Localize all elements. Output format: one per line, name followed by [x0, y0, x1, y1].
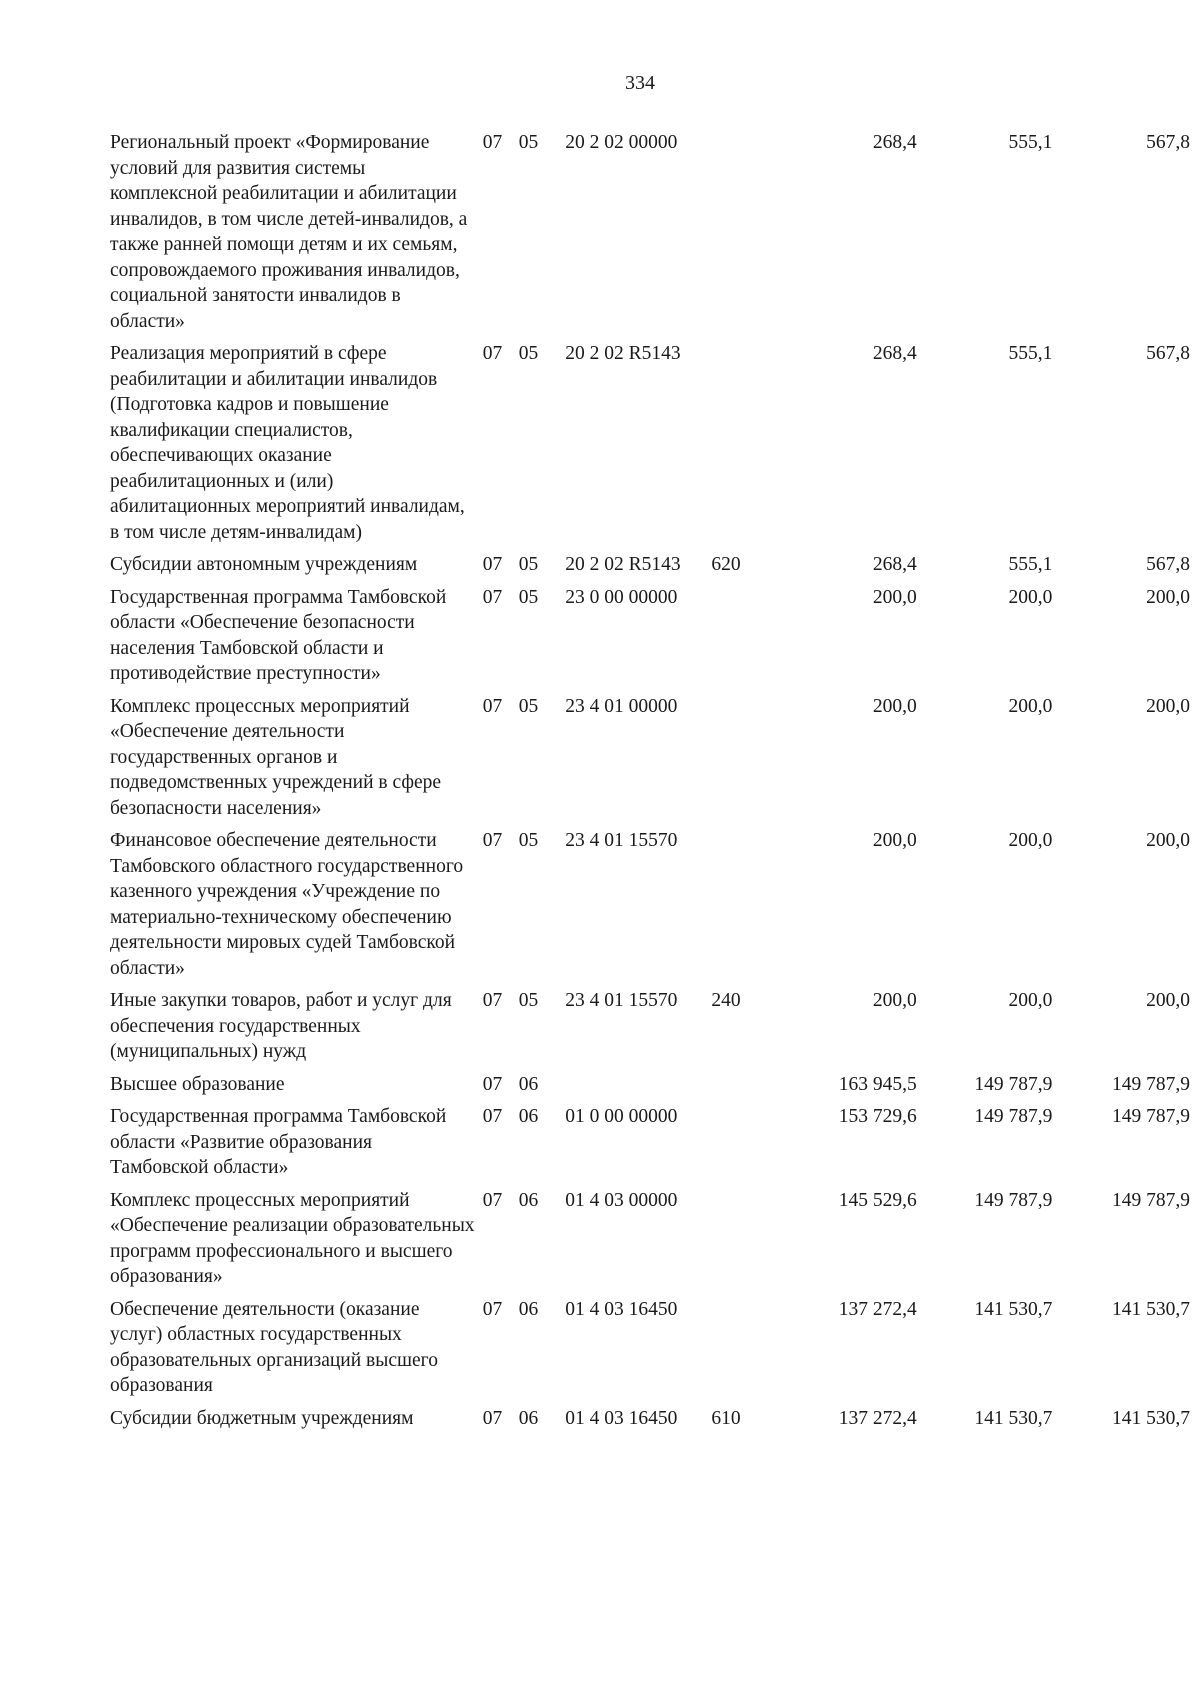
amount-year-1: 200,0 — [872, 586, 917, 608]
table-row — [110, 1297, 1190, 1406]
target-article-code: 20 2 02 00000 — [565, 132, 678, 153]
amount-year-1: 200,0 — [872, 830, 917, 851]
amount-year-3: 200,0 — [1146, 990, 1190, 1011]
target-article-code: 20 2 02 R5143 — [565, 554, 681, 575]
amount-year-2: 555,1 — [1008, 554, 1053, 575]
amount-year-3: 141 530,7 — [1112, 1407, 1190, 1429]
target-article-code: 20 2 02 R5143 — [565, 343, 681, 364]
subsection-code: 05 — [518, 554, 539, 575]
subsection-code: 05 — [518, 695, 539, 717]
section-code: 07 — [482, 695, 503, 717]
amount-year-2: 200,0 — [1008, 830, 1053, 851]
section-code: 07 — [482, 554, 503, 575]
amount-year-1: 153 729,6 — [838, 1106, 917, 1127]
amount-year-2: 149 787,9 — [974, 1073, 1053, 1095]
row-name: Иные закупки товаров, работ и услуг для обеспечения государственных (муниципальных) нужд — [110, 990, 452, 1062]
amount-year-1: 145 529,6 — [838, 1189, 917, 1211]
row-name: Реализация мероприятий в сфере реабилитации и абилитации инвалидов (Подготовка кадров и повышение квалификации специалистов, обеспечивающих оказание реабилитационных и (или) абилитационных мероприятий инвалидам, в том числе детям-инвалидам) — [110, 343, 465, 543]
row-name: Государственная программа Тамбовской области «Обеспечение безопасности населения Тамбовской области и противодействие преступности» — [110, 586, 447, 684]
amount-year-3: 567,8 — [1146, 132, 1190, 153]
page-number: 334 — [625, 72, 655, 94]
amount-year-3: 200,0 — [1146, 830, 1190, 851]
row-name: Субсидии бюджетным учреждениям — [110, 1407, 414, 1429]
section-code: 07 — [482, 343, 503, 364]
amount-year-3: 141 530,7 — [1112, 1298, 1190, 1320]
section-code: 07 — [482, 990, 503, 1011]
table-row — [110, 341, 1190, 552]
amount-year-1: 137 272,4 — [838, 1407, 917, 1429]
expense-type-code — [711, 694, 764, 829]
amount-year-1: 163 945,5 — [838, 1073, 917, 1095]
subsection-code: 05 — [518, 343, 539, 364]
section-code: 07 — [482, 1189, 503, 1211]
amount-year-1: 268,4 — [872, 554, 917, 575]
amount-year-3: 200,0 — [1146, 586, 1190, 608]
expense-type-code — [711, 130, 764, 341]
amount-year-3: 567,8 — [1146, 554, 1190, 575]
section-code: 07 — [482, 1106, 503, 1127]
target-article-code: 01 0 00 00000 — [565, 1106, 678, 1127]
table-row — [110, 130, 1190, 341]
target-article-code — [565, 1072, 711, 1105]
target-article-code: 01 4 03 16450 — [565, 1407, 678, 1429]
amount-year-3: 567,8 — [1146, 343, 1190, 364]
amount-year-3: 200,0 — [1146, 695, 1190, 717]
subsection-code: 05 — [518, 586, 539, 608]
expense-type-code — [711, 1072, 764, 1105]
row-name: Субсидии автономным учреждениям — [110, 554, 418, 575]
row-name: Финансовое обеспечение деятельности Тамбовского областного государственного казенного учреждения «Учреждение по материально-техническому обеспечению деятельности мировых судей Тамбовской области» — [110, 830, 464, 979]
expense-type-code — [711, 341, 764, 552]
row-name: Обеспечение деятельности (оказание услуг) областных государственных образовательных организаций высшего образования — [110, 1298, 438, 1396]
amount-year-2: 200,0 — [1008, 586, 1053, 608]
amount-year-2: 149 787,9 — [974, 1106, 1053, 1127]
subsection-code: 05 — [518, 990, 539, 1011]
row-name: Комплекс процессных мероприятий «Обеспечение реализации образовательных программ профессионального и высшего образования» — [110, 1189, 475, 1287]
table-row — [110, 1072, 1190, 1105]
amount-year-1: 200,0 — [872, 990, 917, 1011]
amount-year-1: 137 272,4 — [838, 1298, 917, 1320]
table-row — [110, 988, 1190, 1072]
amount-year-1: 268,4 — [872, 132, 917, 153]
amount-year-2: 200,0 — [1008, 695, 1053, 717]
amount-year-1: 200,0 — [872, 695, 917, 717]
expense-type-code — [711, 585, 764, 694]
target-article-code: 23 4 01 15570 — [565, 830, 678, 851]
table-row — [110, 828, 1190, 988]
section-code: 07 — [482, 1407, 503, 1429]
target-article-code: 23 0 00 00000 — [565, 586, 678, 608]
amount-year-3: 149 787,9 — [1112, 1189, 1190, 1211]
row-name: Высшее образование — [110, 1073, 285, 1095]
subsection-code: 05 — [518, 132, 539, 153]
table-row — [110, 694, 1190, 829]
expense-type-code — [711, 828, 764, 988]
expense-type-code: 610 — [711, 1407, 741, 1429]
table-row — [110, 552, 1190, 585]
expense-type-code — [711, 1188, 764, 1297]
table-row — [110, 1104, 1190, 1188]
row-name: Комплекс процессных мероприятий «Обеспечение деятельности государственных органов и подведомственных учреждений в сфере безопасности населения» — [110, 695, 442, 819]
section-code: 07 — [482, 1073, 503, 1095]
budget-table — [110, 130, 1190, 1438]
amount-year-2: 141 530,7 — [974, 1407, 1053, 1429]
expense-type-code — [711, 1297, 764, 1406]
table-row — [110, 585, 1190, 694]
amount-year-2: 141 530,7 — [974, 1298, 1053, 1320]
section-code: 07 — [482, 1298, 503, 1320]
subsection-code: 06 — [518, 1189, 539, 1211]
amount-year-3: 149 787,9 — [1112, 1073, 1190, 1095]
amount-year-2: 555,1 — [1008, 343, 1053, 364]
amount-year-2: 149 787,9 — [974, 1189, 1053, 1211]
table-row — [110, 1188, 1190, 1297]
expense-type-code: 620 — [711, 554, 741, 575]
target-article-code: 23 4 01 15570 — [565, 990, 678, 1011]
amount-year-2: 555,1 — [1008, 132, 1053, 153]
subsection-code: 06 — [518, 1298, 539, 1320]
section-code: 07 — [482, 830, 503, 851]
target-article-code: 01 4 03 00000 — [565, 1189, 678, 1211]
subsection-code: 06 — [518, 1106, 539, 1127]
subsection-code: 06 — [518, 1073, 539, 1095]
expense-type-code — [711, 1104, 764, 1188]
section-code: 07 — [482, 132, 503, 153]
row-name: Региональный проект «Формирование условий для развития системы комплексной реабилитации и абилитации инвалидов, в том числе детей-инвалидов, а также ранней помощи детям и их семьям, сопровождаемого проживания инвалидов, социальной занятости инвалидов в области» — [110, 132, 468, 332]
target-article-code: 23 4 01 00000 — [565, 695, 678, 717]
target-article-code: 01 4 03 16450 — [565, 1298, 678, 1320]
amount-year-2: 200,0 — [1008, 990, 1053, 1011]
row-name: Государственная программа Тамбовской области «Развитие образования Тамбовской области» — [110, 1106, 447, 1178]
subsection-code: 06 — [518, 1407, 539, 1429]
amount-year-1: 268,4 — [872, 343, 917, 364]
expense-type-code: 240 — [711, 990, 741, 1011]
subsection-code: 05 — [518, 830, 539, 851]
amount-year-3: 149 787,9 — [1112, 1106, 1190, 1127]
table-row — [110, 1406, 1190, 1439]
section-code: 07 — [482, 586, 503, 608]
table-body — [110, 130, 1190, 1438]
